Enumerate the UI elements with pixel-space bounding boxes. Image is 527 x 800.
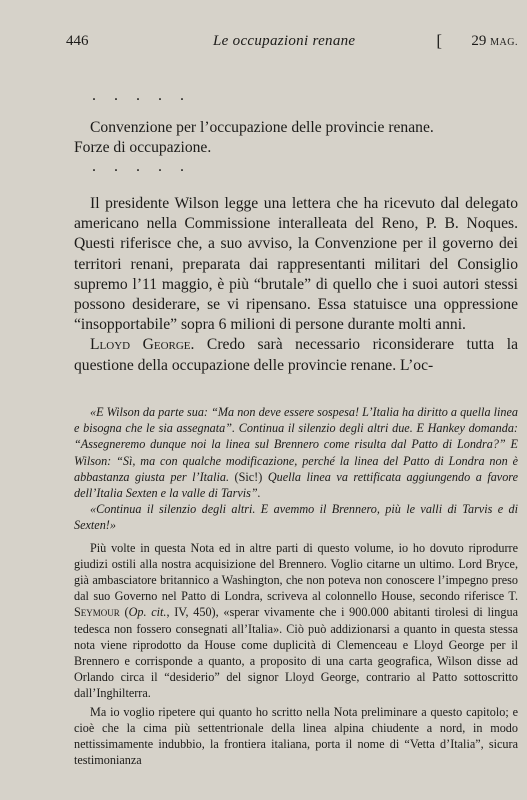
bryce-text-b: ( — [119, 605, 129, 620]
running-title: Le occupazioni renane — [213, 33, 356, 49]
section-title-line1: Convenzione per l’occupazione delle provincie renane. — [90, 119, 434, 136]
quote-1-end: Quella linea va rettificata aggiungendo a favore dell’Italia Sexten e la valle di Tarvis”. — [74, 469, 519, 501]
section-title-line2: Forze di occupazione. — [74, 139, 212, 157]
speaker-name: Lloyd George. — [90, 336, 195, 354]
main-text — [74, 194, 518, 376]
page-header — [66, 30, 518, 52]
header-date — [471, 33, 518, 50]
ellipsis-separator-top: . . . . . — [92, 87, 191, 104]
page-number: 446 — [66, 33, 89, 49]
section-heading — [74, 118, 518, 158]
sic-marker: (Sic!) — [229, 469, 268, 484]
footnote-quote-1 — [74, 404, 518, 501]
paragraph-wilson: Il presidente Wilson legge una lettera che ha ricevuto dal delegato americano nella Commissione interalleata del Reno, P. B. Noques. Questi riferisce che, a suo avviso, la Convenzione per il governo dei territori renani, preparata dai rappresentanti militari del Consiglio supremo l’11 maggio, è più “brutale” di quello che i suoi autori stessi possono desiderare, se vi ripensano. Essa statuisce una oppressione “insopportabile” sopra 6 milioni di persone durante molti anni. — [74, 195, 518, 334]
ellipsis-separator-bottom: . . . . . — [92, 158, 191, 175]
footnote-paragraph-bryce — [74, 540, 518, 702]
quote-1-text: «E Wilson da parte sua: “Ma non deve essere sospesa! L’Italia ha diritto a quella linea e bisogna che le sia assegnata”. Continua il silenzio degli altri due. E Hankey domanda: “Assegneremo dunque noi la linea sul Brennero come risulta dal Patto di Londra?” E Wilson: “Sì, ma con qualche modificazione, perché la linea del Patto di Londra non è abbastanza giusta per l’Italia. — [74, 405, 518, 484]
footnote-block — [74, 404, 518, 768]
op-cit: Op. cit. — [128, 605, 167, 620]
paragraph-lloyd-george — [74, 335, 518, 375]
author-name: Seymour — [74, 605, 120, 620]
footnote-quote-2: «Continua il silenzio degli altri. E avemmo il Brennero, più le valli di Tarvis e di Sexten!» — [74, 502, 518, 533]
date-month: MAG. — [490, 37, 518, 48]
footnote-paragraph-vetta: Ma io voglio ripetere qui quanto ho scritto nella Nota preliminare a questo capitolo; e cioè che la cima più settentrionale della linea alpina chiudente a nord, in modo nettissimamente indubbio, la frontiera italiana, porta il nome di “Vetta d’Italia”, sicura testimonianza — [74, 704, 518, 768]
bryce-text-a: Più volte in questa Nota ed in altre parti di questo volume, io ho dovuto riprodurre giudizi ostili alla nostra acquisizione del Brennero. Voglio citarne un ultimo. Lord Bryce, già ambasciatore britannico a Washington, che non poteva non conoscere l’impegno preso dal suo Governo nel Patto di Londra, scriveva al colonnello House, secondo riferisce T. — [74, 540, 518, 604]
date-day: 29 — [471, 33, 487, 49]
bryce-text-c: , IV, 450), «sperar vivamente che i 900.000 abitanti tirolesi di lingua tedesca non fossero consegnati all’Italia». Ciò può addizionarsi a quanto in questa stessa nota viene riprodotto da House come duplicità di Clemenceau e Lloyd George per il Brennero e corrisponde a quanto, a proposito di una carta geografica, Wilson disse ad Orlando circa il “desiderio” del signor Lloyd George, contrario al Patto sottoscritto dall’Inghilterra. — [74, 605, 518, 701]
header-bracket: [ — [436, 31, 442, 50]
speaker-text: Credo sarà necessario riconsiderare tutta la questione della occupazione delle provincie renane. L’oc- — [74, 336, 518, 374]
